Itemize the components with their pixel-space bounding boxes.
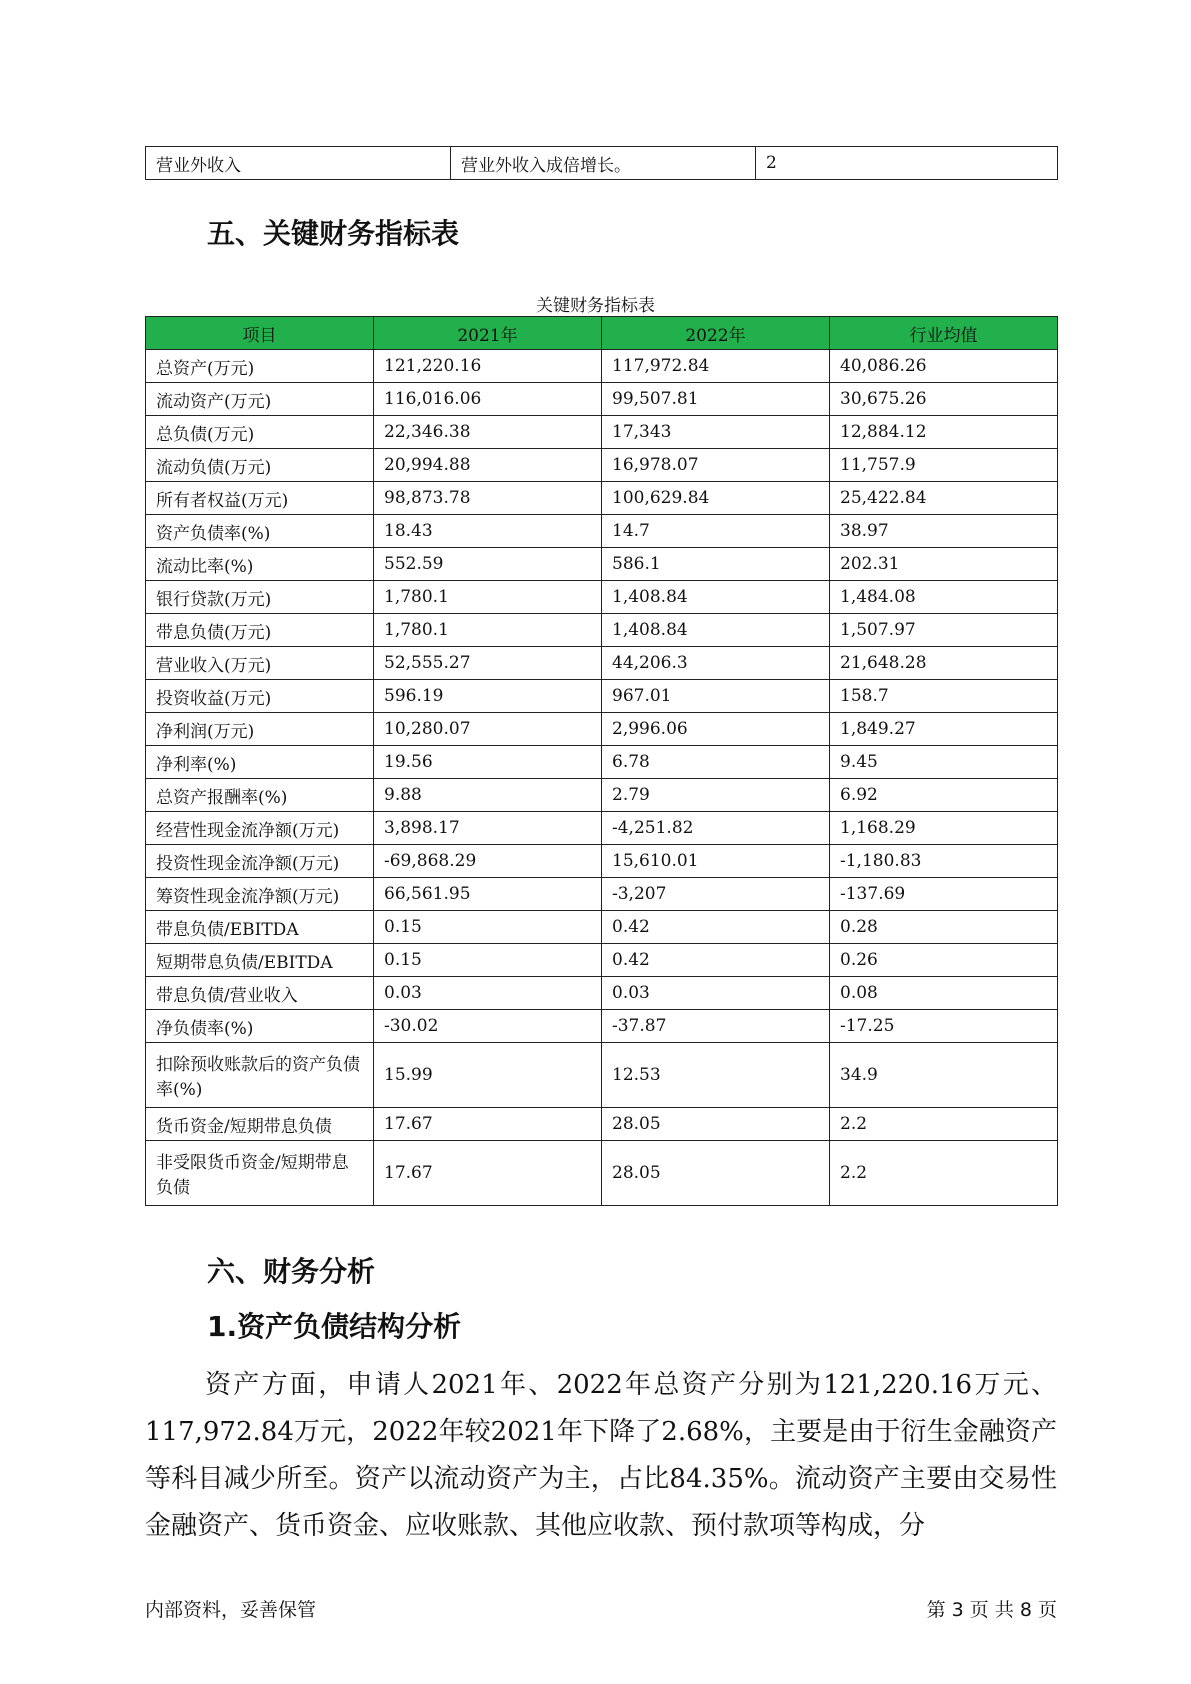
table-cell: 15.99 [374, 1043, 602, 1108]
table-cell: 1,780.1 [374, 581, 602, 614]
table-cell: 6.92 [830, 779, 1058, 812]
table-row [146, 944, 1058, 977]
table-cell: 3,898.17 [374, 812, 602, 845]
table-cell: 22,346.38 [374, 416, 602, 449]
table-row [146, 878, 1058, 911]
table-cell: 38.97 [830, 515, 1058, 548]
page-number: 第 3 页 共 8 页 [926, 1599, 1057, 1621]
table-cell: 2.2 [830, 1141, 1058, 1206]
kpi-table [145, 316, 1058, 1206]
row-label: 流动比率(%) [146, 548, 374, 581]
column-header: 2021年 [374, 317, 602, 350]
table-cell: 营业外收入成倍增长。 [451, 147, 756, 180]
table-row [146, 350, 1058, 383]
table-cell: 12,884.12 [830, 416, 1058, 449]
column-header: 2022年 [602, 317, 830, 350]
table-cell: 1,484.08 [830, 581, 1058, 614]
table-cell: 30,675.26 [830, 383, 1058, 416]
table-cell: 0.08 [830, 977, 1058, 1010]
table-cell: 967.01 [602, 680, 830, 713]
table-cell: 18.43 [374, 515, 602, 548]
subsection-heading: 1.资产负债结构分析 [207, 1310, 462, 1343]
table-row [146, 1108, 1058, 1141]
table-cell: 21,648.28 [830, 647, 1058, 680]
table-cell: 28.05 [602, 1141, 830, 1206]
row-label: 经营性现金流净额(万元) [146, 812, 374, 845]
section-heading: 五、关键财务指标表 [207, 217, 460, 250]
table-cell: 2.2 [830, 1108, 1058, 1141]
table-cell: 40,086.26 [830, 350, 1058, 383]
table-row [146, 845, 1058, 878]
table-cell: 34.9 [830, 1043, 1058, 1108]
table-cell: 19.56 [374, 746, 602, 779]
table-cell: -1,180.83 [830, 845, 1058, 878]
table-cell: 0.26 [830, 944, 1058, 977]
table-cell: -69,868.29 [374, 845, 602, 878]
table-row [146, 911, 1058, 944]
table-cell: 99,507.81 [602, 383, 830, 416]
table-cell: 117,972.84 [602, 350, 830, 383]
table-row [146, 647, 1058, 680]
footer-note: 内部资料，妥善保管 [145, 1599, 317, 1621]
table-cell: 9.88 [374, 779, 602, 812]
table-cell: 0.15 [374, 911, 602, 944]
table-cell: 11,757.9 [830, 449, 1058, 482]
table-cell: 98,873.78 [374, 482, 602, 515]
table-cell: 15,610.01 [602, 845, 830, 878]
row-label: 非受限货币资金/短期带息负债 [146, 1141, 374, 1206]
table-cell: 0.42 [602, 944, 830, 977]
table-cell: 17,343 [602, 416, 830, 449]
table-cell: -137.69 [830, 878, 1058, 911]
table-cell: 17.67 [374, 1141, 602, 1206]
table-cell: 6.78 [602, 746, 830, 779]
row-label: 扣除预收账款后的资产负债率(%) [146, 1043, 374, 1108]
table-cell: 1,168.29 [830, 812, 1058, 845]
row-label: 流动资产(万元) [146, 383, 374, 416]
table-cell: 158.7 [830, 680, 1058, 713]
table-cell: 12.53 [602, 1043, 830, 1108]
row-label: 银行贷款(万元) [146, 581, 374, 614]
row-label: 带息负债/EBITDA [146, 911, 374, 944]
row-label: 投资收益(万元) [146, 680, 374, 713]
row-label: 带息负债(万元) [146, 614, 374, 647]
table-row [146, 515, 1058, 548]
table-row [146, 713, 1058, 746]
row-label: 总资产(万元) [146, 350, 374, 383]
row-label: 流动负债(万元) [146, 449, 374, 482]
table-cell: 16,978.07 [602, 449, 830, 482]
table-cell: 17.67 [374, 1108, 602, 1141]
table-row [146, 1010, 1058, 1043]
kpi-table-body [146, 350, 1058, 1206]
table-row [146, 416, 1058, 449]
table-caption: 关键财务指标表 [536, 296, 655, 316]
table-cell: 52,555.27 [374, 647, 602, 680]
table-cell: -4,251.82 [602, 812, 830, 845]
table-row [146, 746, 1058, 779]
row-label: 净利率(%) [146, 746, 374, 779]
table-cell: 552.59 [374, 548, 602, 581]
row-label: 营业收入(万元) [146, 647, 374, 680]
table-cell: 596.19 [374, 680, 602, 713]
body-paragraph: 资产方面，申请人2021年、2022年总资产分别为121,220.16万元、117,972.84万元，2022年较2021年下降了2.68%，主要是由于衍生金融资产等科目减少所至。资产以流动资产为主，占比84.35%。流动资产主要由交易性金融资产、货币资金、应收账款、其他应收款、预付款项等构成，分 [145, 1370, 1057, 1541]
table-cell: 1,507.97 [830, 614, 1058, 647]
table-cell: 66,561.95 [374, 878, 602, 911]
row-label: 带息负债/营业收入 [146, 977, 374, 1010]
table-row [146, 482, 1058, 515]
table-cell: 营业外收入 [146, 147, 451, 180]
table-header-row [146, 317, 1058, 350]
table-cell: 20,994.88 [374, 449, 602, 482]
table-row [146, 812, 1058, 845]
table-cell: 0.42 [602, 911, 830, 944]
table-cell: 2.79 [602, 779, 830, 812]
table-cell: 1,780.1 [374, 614, 602, 647]
table-row [146, 383, 1058, 416]
table-cell: 0.15 [374, 944, 602, 977]
table-cell: 2,996.06 [602, 713, 830, 746]
table-cell: 1,849.27 [830, 713, 1058, 746]
row-label: 投资性现金流净额(万元) [146, 845, 374, 878]
table-cell: 2 [756, 147, 1058, 180]
row-label: 净负债率(%) [146, 1010, 374, 1043]
table-cell: 0.03 [374, 977, 602, 1010]
table-cell: -3,207 [602, 878, 830, 911]
row-label: 短期带息负债/EBITDA [146, 944, 374, 977]
table-cell: 25,422.84 [830, 482, 1058, 515]
table-cell: -17.25 [830, 1010, 1058, 1043]
table-row [146, 977, 1058, 1010]
table-row [146, 1141, 1058, 1206]
table-row [146, 548, 1058, 581]
row-label: 总负债(万元) [146, 416, 374, 449]
table-cell: 0.28 [830, 911, 1058, 944]
table-cell: -30.02 [374, 1010, 602, 1043]
table-cell: 1,408.84 [602, 614, 830, 647]
row-label: 筹资性现金流净额(万元) [146, 878, 374, 911]
table-cell: 28.05 [602, 1108, 830, 1141]
row-label: 货币资金/短期带息负债 [146, 1108, 374, 1141]
table-row [146, 614, 1058, 647]
table-cell: 202.31 [830, 548, 1058, 581]
row-label: 净利润(万元) [146, 713, 374, 746]
table-row [146, 449, 1058, 482]
table-cell: 14.7 [602, 515, 830, 548]
table-cell: 121,220.16 [374, 350, 602, 383]
row-label: 资产负债率(%) [146, 515, 374, 548]
top-table [145, 146, 1058, 180]
column-header: 行业均值 [830, 317, 1058, 350]
table-row [146, 147, 1058, 180]
table-row [146, 581, 1058, 614]
row-label: 所有者权益(万元) [146, 482, 374, 515]
table-cell: 44,206.3 [602, 647, 830, 680]
table-row [146, 1043, 1058, 1108]
table-cell: 116,016.06 [374, 383, 602, 416]
row-label: 总资产报酬率(%) [146, 779, 374, 812]
section-heading: 六、财务分析 [207, 1255, 376, 1288]
table-cell: 9.45 [830, 746, 1058, 779]
table-cell: 586.1 [602, 548, 830, 581]
table-cell: 100,629.84 [602, 482, 830, 515]
table-row [146, 779, 1058, 812]
table-cell: -37.87 [602, 1010, 830, 1043]
table-cell: 10,280.07 [374, 713, 602, 746]
table-cell: 1,408.84 [602, 581, 830, 614]
table-row [146, 680, 1058, 713]
column-header: 项目 [146, 317, 374, 350]
table-cell: 0.03 [602, 977, 830, 1010]
